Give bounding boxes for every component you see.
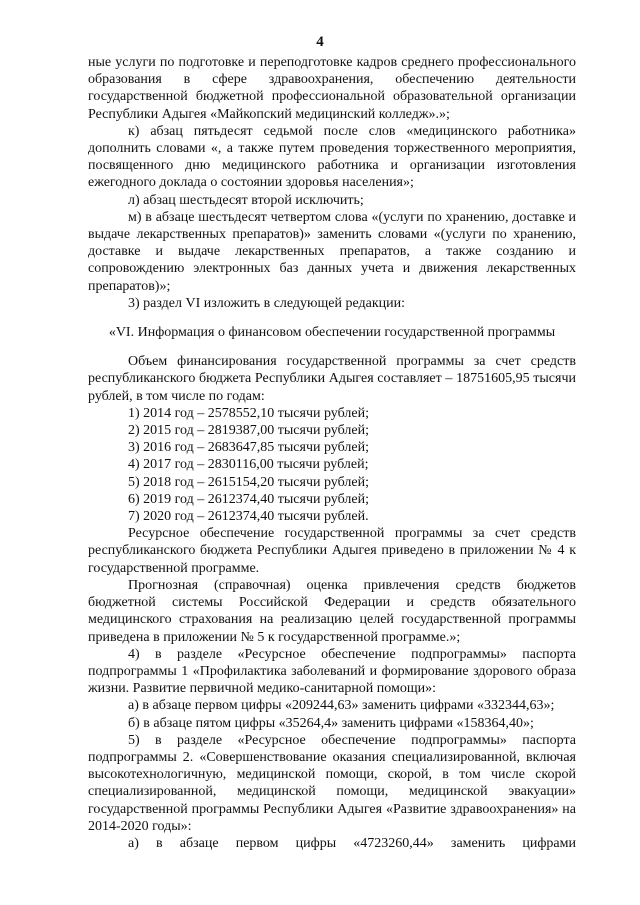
section-heading: «VI. Информация о финансовом обеспечении государственной программы	[108, 325, 556, 341]
funding-intro: Объем финансирования государственной программы за счет средств республиканского бюджета Республики Адыгея составляет – 18751605,95 тысячи рублей, в том числе по годам:	[88, 354, 576, 404]
amendment-item-5a: а) в абзаце первом цифры «4723260,44» заменить цифрами	[128, 835, 576, 851]
amendment-item-4b: б) в абзаце пятом цифры «35264,4» заменить цифрами «158364,40»;	[128, 715, 534, 731]
paragraph-continuation: ные услуги по подготовке и переподготовке кадров среднего профессионального образования в сфере здравоохранения, обеспечению деятельности государственной бюджетной профессиональной образовательной организации Республики Адыгея «Майкопский медицинский колледж».»;	[88, 55, 576, 122]
amendment-item-4: 4) в разделе «Ресурсное обеспечение подпрограммы» паспорта подпрограммы 1 «Профилактика заболеваний и формирование здорового образа жизни. Развитие первичной медико-санитарной помощи»:	[88, 646, 576, 697]
funding-year-item: 7) 2020 год – 2612374,40 тысячи рублей.	[128, 509, 369, 525]
page-number: 4	[316, 34, 324, 50]
funding-year-item: 6) 2019 год – 2612374,40 тысячи рублей;	[128, 491, 369, 507]
paragraph-item-3: 3) раздел VI изложить в следующей редакции:	[128, 295, 406, 311]
funding-year-item: 4) 2017 год – 2830116,00 тысячи рублей;	[128, 457, 369, 473]
funding-year-item: 3) 2016 год – 2683647,85 тысячи рублей;	[128, 440, 369, 456]
resource-note: Ресурсное обеспечение государственной программы за счет средств республиканского бюджета Республики Адыгея приведено в приложении № 4 к государственной программе.	[88, 526, 576, 576]
paragraph-item-l: л) абзац шестьдесят второй исключить;	[128, 192, 364, 208]
amendment-item-5: 5) в разделе «Ресурсное обеспечение подпрограммы» паспорта подпрограммы 2. «Совершенствование оказания специализированной, включая высокотехнологичную, медицинской помощи, скорой, в том числе скорой специализированной, медицинской помощи, медицинской эвакуации» государственной программы Республики Адыгея «Развитие здравоохранения» на 2014-2020 годы»:	[88, 732, 576, 834]
paragraph-item-k: к) абзац пятьдесят седьмой после слов «медицинского работника» дополнить словами «, а также путем проведения торжественного мероприятия, посвященного дню медицинского работника и организации изготовления ежегодного доклада о состоянии здоровья населения»;	[88, 123, 576, 191]
amendment-item-4a: а) в абзаце первом цифры «209244,63» заменить цифрами «332344,63»;	[128, 698, 555, 714]
funding-year-item: 2) 2015 год – 2819387,00 тысячи рублей;	[128, 423, 369, 439]
funding-year-item: 1) 2014 год – 2578552,10 тысячи рублей;	[128, 405, 369, 421]
funding-year-item: 5) 2018 год – 2615154,20 тысячи рублей;	[128, 474, 369, 490]
document-body	[88, 54, 576, 852]
forecast-note: Прогнозная (справочная) оценка привлечения средств бюджетов бюджетной системы Российской Федерации и средств обязательного медицинского страхования на реализацию целей государственной программы приведена в приложении № 5 к государственной программе.»;	[88, 577, 576, 645]
paragraph-item-m: м) в абзаце шестьдесят четвертом слова «(услуги по хранению, доставке и выдаче лекарственных препаратов)» заменить словами «(услуги по хранению, доставке и выдаче лекарственных препаратов, а также созданию и сопровождению электронных баз данных учета и движения лекарственных препаратов)»;	[88, 209, 576, 294]
